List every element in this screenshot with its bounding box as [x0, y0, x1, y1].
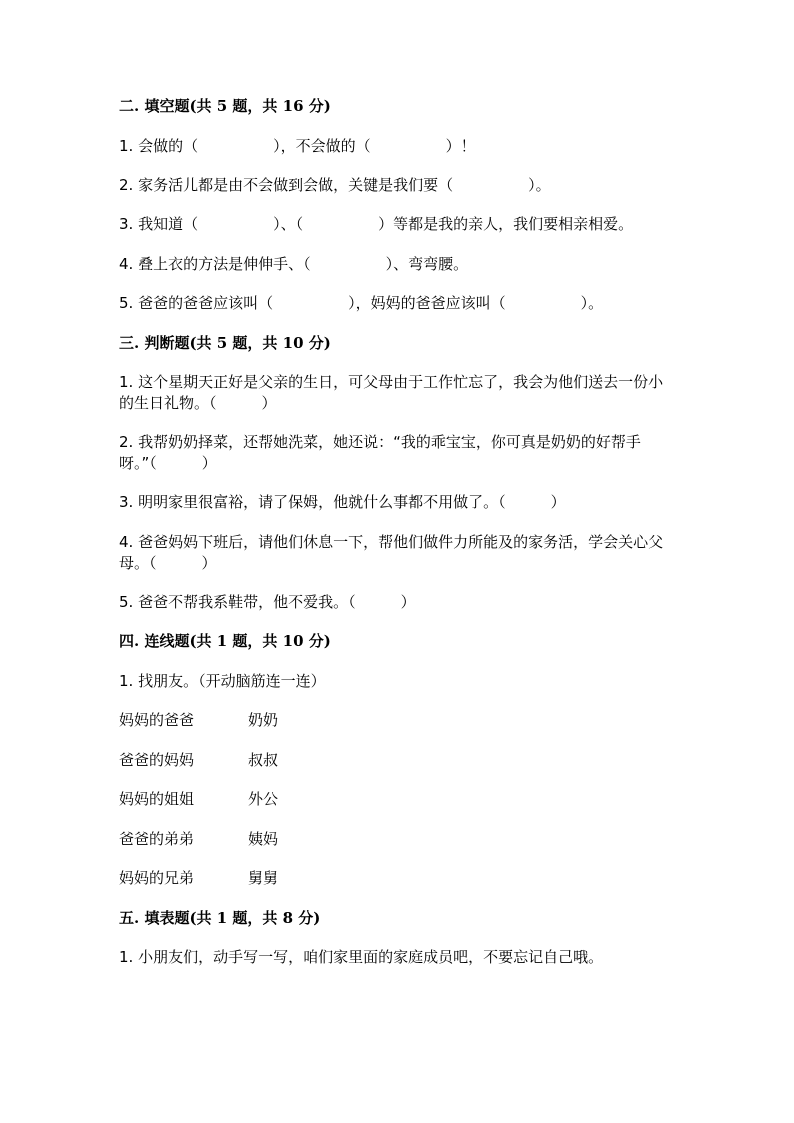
question-judge-2: 2. 我帮奶奶择菜，还帮她洗菜，她还说：“我的乖宝宝，你可真是奶奶的好帮手呀。”（ ） [119, 433, 641, 472]
match-left-item: 爸爸的弟弟 [119, 830, 195, 848]
match-pair [119, 829, 278, 850]
question-fill-3: 3. 我知道（ ）、（ ）等都是我的亲人，我们要相亲相爱。 [119, 215, 634, 233]
question-fill-5: 5. 爸爸的爸爸应该叫（ ），妈妈的爸爸应该叫（ ）。 [119, 294, 604, 312]
question-judge-3: 3. 明明家里很富裕，请了保姆，他就什么事都不用做了。（ ） [119, 493, 566, 511]
section-heading-matching: 四. 连线题(共 1 题，共 10 分) [119, 632, 331, 650]
question-match-1: 1. 找朋友。（开动脑筋连一连） [119, 672, 326, 690]
question-judge-5: 5. 爸爸不帮我系鞋带，他不爱我。（ ） [119, 593, 416, 611]
match-right-item: 叔叔 [248, 751, 279, 769]
section-heading-judgement: 三. 判断题(共 5 题，共 10 分) [119, 334, 331, 352]
match-left-item: 妈妈的姐姐 [119, 790, 195, 808]
match-right-item: 奶奶 [248, 711, 279, 729]
section-heading-table: 五. 填表题(共 1 题，共 8 分) [119, 909, 321, 927]
question-judge-4: 4. 爸爸妈妈下班后，请他们休息一下，帮他们做件力所能及的家务活，学会关心父母。（ ） [119, 533, 664, 572]
match-left-item: 爸爸的妈妈 [119, 751, 195, 769]
match-right-item: 舅舅 [248, 869, 279, 887]
match-right-item: 姨妈 [248, 830, 279, 848]
match-pair [119, 750, 278, 771]
question-judge-1: 1. 这个星期天正好是父亲的生日，可父母由于工作忙忘了，我会为他们送去一份小的生日礼物。（ ） [119, 373, 664, 412]
question-fill-1: 1. 会做的（ ），不会做的（ ）！ [119, 137, 476, 155]
section-heading-fill-blank: 二. 填空题(共 5 题，共 16 分) [119, 97, 331, 115]
match-pair [119, 789, 278, 810]
match-pair [119, 868, 278, 889]
match-left-item: 妈妈的爸爸 [119, 711, 195, 729]
match-pair [119, 710, 278, 731]
question-fill-2: 2. 家务活儿都是由不会做到会做，关键是我们要（ ）。 [119, 176, 551, 194]
question-fill-4: 4. 叠上衣的方法是伸伸手、（ ）、弯弯腰。 [119, 255, 469, 273]
match-left-item: 妈妈的兄弟 [119, 869, 195, 887]
match-right-item: 外公 [248, 790, 279, 808]
question-table-1: 1. 小朋友们，动手写一写，咱们家里面的家庭成员吧，不要忘记自己哦。 [119, 948, 604, 966]
